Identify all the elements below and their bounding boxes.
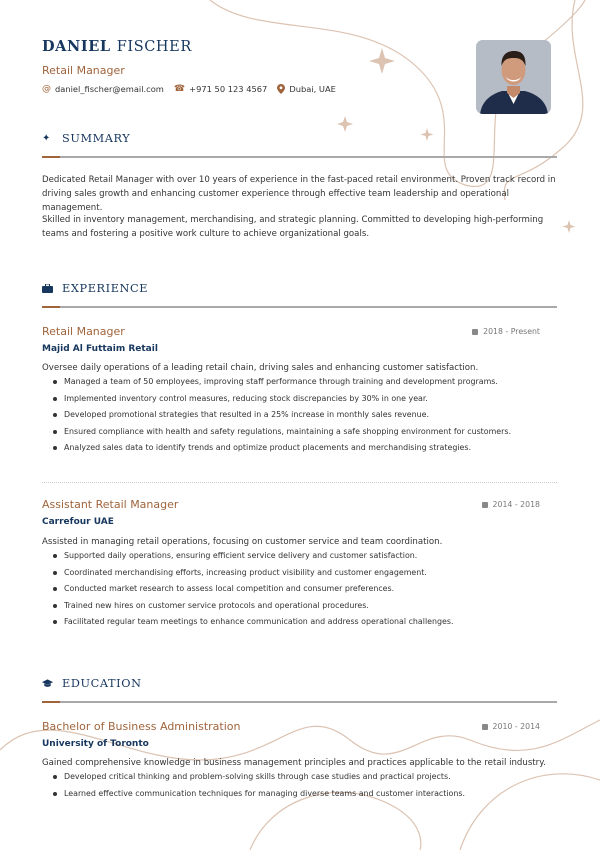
job-description: Assisted in managing retail operations, focusing on customer service and team coordination. xyxy=(42,537,443,547)
list-item: Analyzed sales data to identify trends and optimize product placements and merchandising strategies. xyxy=(52,442,511,459)
sparkle-icon: ✦ xyxy=(42,133,51,144)
job-bullets xyxy=(52,550,454,633)
job-description: Oversee daily operations of a leading retail chain, driving sales and enhancing customer satisfaction. xyxy=(42,363,479,373)
job-role: Retail Manager xyxy=(42,64,125,77)
contact-location xyxy=(277,84,336,94)
job-dates-text: 2014 - 2018 xyxy=(492,500,540,509)
summary-paragraph-1: Dedicated Retail Manager with over 10 years of experience in the fast-paced retail environment. Proven track record in driving sales growth and enhancing customer experience through effective team leadership and operational management. xyxy=(42,175,556,213)
job-dates xyxy=(482,500,540,509)
list-item: Learned effective communication techniques for managing diverse teams and customer interactions. xyxy=(52,788,465,805)
education-heading xyxy=(42,677,142,690)
contact-email[interactable] xyxy=(42,84,164,94)
degree-title: Bachelor of Business Administration xyxy=(42,720,241,733)
rule-accent xyxy=(42,701,60,703)
experience-heading xyxy=(42,282,148,295)
calendar-icon xyxy=(472,329,478,335)
calendar-icon xyxy=(482,502,488,508)
list-item: Implemented inventory control measures, reducing stock discrepancies by 30% in one year. xyxy=(52,393,511,410)
list-item: Developed promotional strategies that resulted in a 25% increase in monthly sales revenue. xyxy=(52,409,511,426)
job-divider xyxy=(42,482,557,483)
list-item: Supported daily operations, ensuring efficient service delivery and customer satisfaction. xyxy=(52,550,454,567)
company-name: Majid Al Futtaim Retail xyxy=(42,344,158,354)
list-item: Ensured compliance with health and safety regulations, maintaining a safe shopping environment for customers. xyxy=(52,426,511,443)
list-item: Developed critical thinking and problem-solving skills through case studies and practical projects. xyxy=(52,771,465,788)
education-dates-text: 2010 - 2014 xyxy=(492,722,540,731)
job-title: Assistant Retail Manager xyxy=(42,498,179,511)
phone-icon: ☎ xyxy=(173,84,186,94)
list-item: Trained new hires on customer service protocols and operational procedures. xyxy=(52,600,454,617)
job-dates xyxy=(472,327,540,336)
summary-rule xyxy=(42,156,557,158)
map-pin-icon xyxy=(277,84,285,94)
job-title: Retail Manager xyxy=(42,325,125,338)
education-rule xyxy=(42,701,557,703)
list-item: Conducted market research to assess local competition and consumer preferences. xyxy=(52,583,454,600)
list-item: Managed a team of 50 employees, improving staff performance through training and development programs. xyxy=(52,376,511,393)
at-icon: @ xyxy=(42,84,51,94)
school-name: University of Toronto xyxy=(42,739,149,749)
avatar-image xyxy=(476,40,551,114)
job-bullets xyxy=(52,376,511,459)
experience-heading-text: EXPERIENCE xyxy=(62,282,149,295)
location-text: Dubai, UAE xyxy=(289,84,336,94)
graduation-cap-icon xyxy=(42,679,53,688)
summary-heading xyxy=(42,132,130,145)
first-name: DANIEL xyxy=(42,38,111,55)
list-item: Facilitated regular team meetings to enhance communication and address operational challenges. xyxy=(52,616,454,633)
education-description: Gained comprehensive knowledge in business management principles and practices applicable to the retail industry. xyxy=(42,758,546,768)
education-bullets xyxy=(52,771,465,804)
education-dates xyxy=(482,722,540,731)
company-name: Carrefour UAE xyxy=(42,517,114,527)
education-heading-text: EDUCATION xyxy=(62,677,142,690)
briefcase-icon xyxy=(42,284,53,293)
profile-photo xyxy=(476,40,551,114)
summary-paragraph-2: Skilled in inventory management, merchandising, and strategic planning. Committed to developing high-performing teams and fostering a positive work culture to achieve organizational goals. xyxy=(42,215,544,239)
contact-bar xyxy=(42,84,346,94)
last-name: FISCHER xyxy=(116,39,192,55)
contact-phone[interactable] xyxy=(174,84,267,94)
list-item: Coordinated merchandising efforts, increasing product visibility and customer engagement. xyxy=(52,567,454,584)
calendar-icon xyxy=(482,724,488,730)
job-dates-text: 2018 - Present xyxy=(483,327,540,336)
phone-text: +971 50 123 4567 xyxy=(189,84,268,94)
email-text: daniel_fischer@email.com xyxy=(55,84,164,94)
summary-heading-text: SUMMARY xyxy=(62,132,131,145)
experience-rule xyxy=(42,306,557,308)
rule-accent xyxy=(42,156,60,158)
candidate-name xyxy=(42,38,192,55)
rule-accent xyxy=(42,306,60,308)
